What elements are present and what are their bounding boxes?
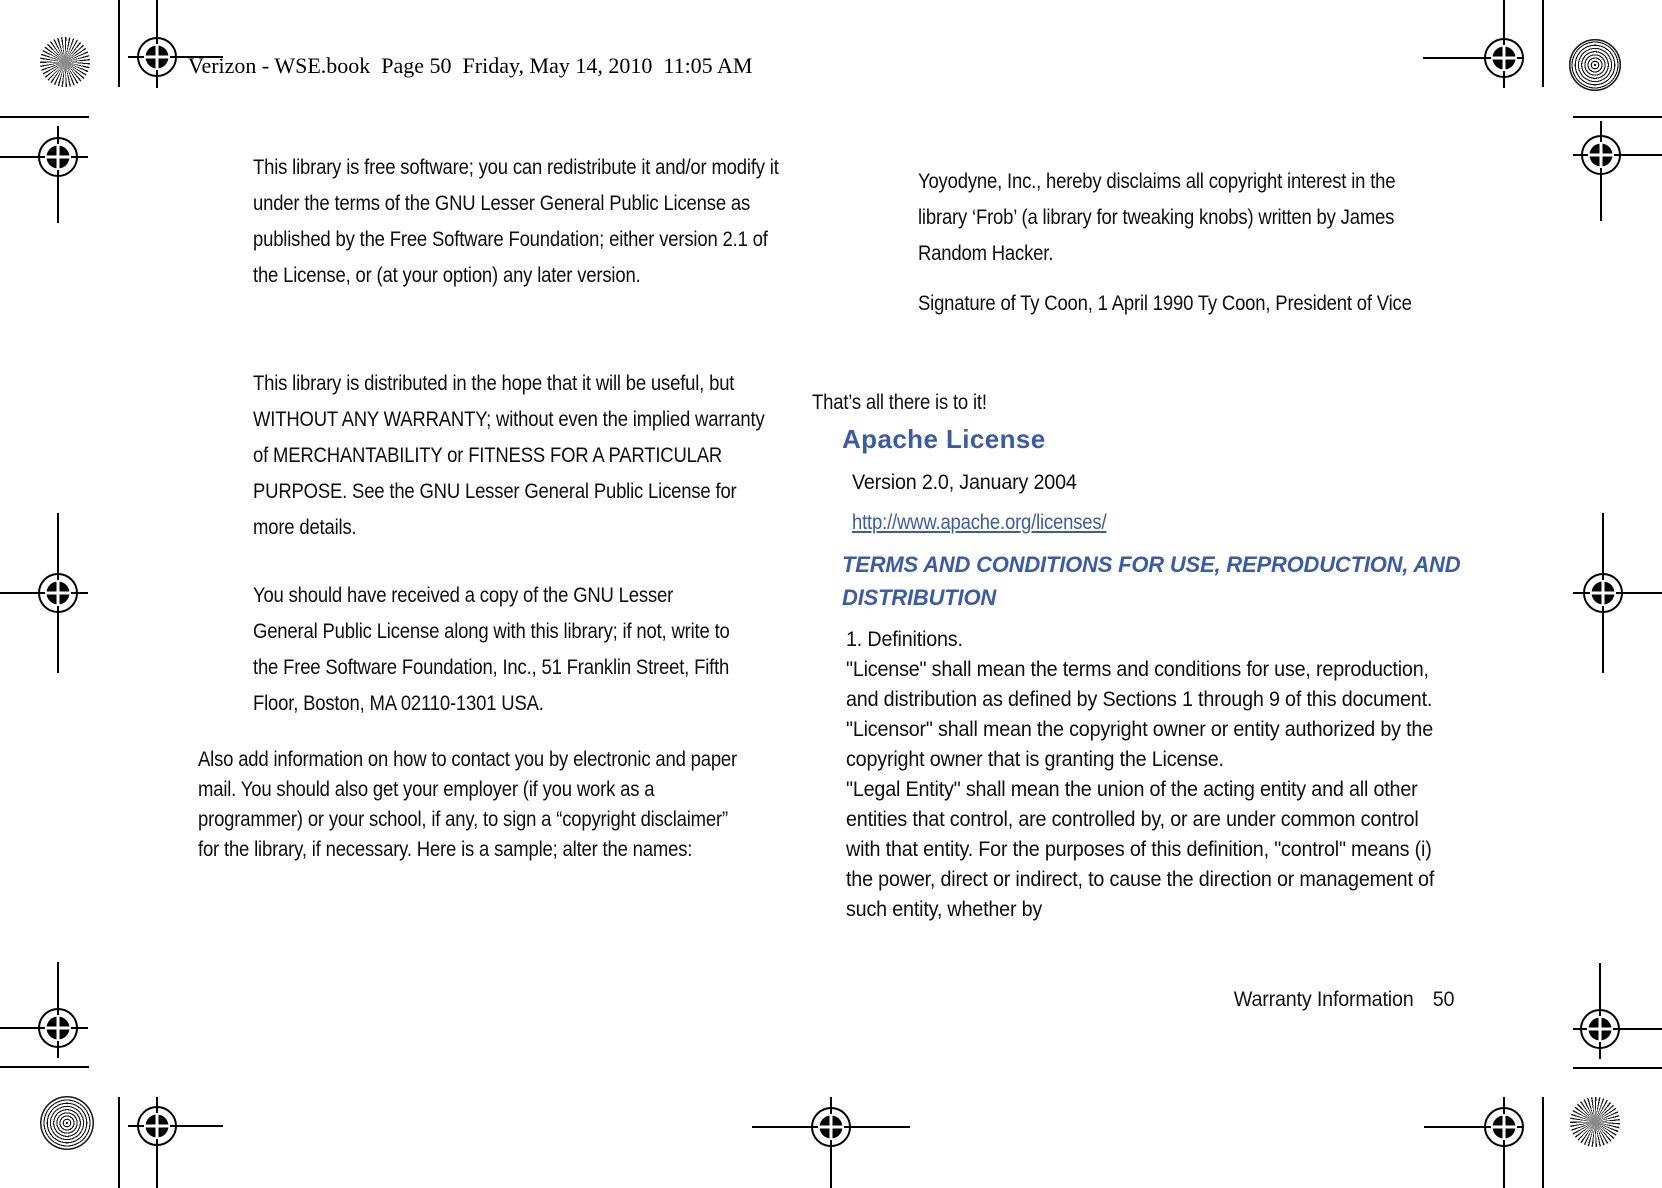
footer-section-label: Warranty Information	[1233, 988, 1414, 1011]
starburst-mark	[1570, 1097, 1620, 1147]
lgpl-copy-received-paragraph: You should have received a copy of the GNU Lesser General Public License along with this library; if not, write to the Free Software Foundation, Inc., 51 Franklin Street, Fifth Floor, Boston, MA 02110-1301 USA.	[253, 584, 730, 715]
lgpl-redistribute-paragraph: This library is free software; you can redistribute it and/or modify it under the terms of the GNU Lesser General Public License as published by the Free Software Foundation; either version 2.1 of the License, or (at your option) any later version.	[253, 156, 779, 287]
starburst-mark	[40, 37, 90, 87]
contact-info-paragraph: Also add information on how to contact you by electronic and paper mail. You should also get your employer (if you work as a programmer) or your school, if any, to sign a “copyright disclaimer” for the library, if necessary. Here is a sample; alter the names:	[198, 748, 738, 861]
concentric-rings-mark	[40, 1096, 94, 1150]
definition-licensor: "Licensor" shall mean the copyright owner or entity authorized by the copyright owner that is granting the License.	[846, 718, 1434, 771]
terms-and-conditions-heading: TERMS AND CONDITIONS FOR USE, REPRODUCTION, AND DISTRIBUTION	[842, 552, 1461, 610]
signature-paragraph: Signature of Ty Coon, 1 April 1990 Ty Coon, President of Vice	[918, 292, 1412, 315]
lgpl-no-warranty-paragraph: This library is distributed in the hope that it will be useful, but WITHOUT ANY WARRANTY; without even the implied warranty of MERCHANTABILITY or FITNESS FOR A PARTICULAR PURPOSE. See the GNU Lesser General Public License for more details.	[253, 372, 765, 539]
footer-page-number: 50	[1432, 988, 1455, 1011]
definition-legal-entity: "Legal Entity" shall mean the union of the acting entity and all other entities that control, are controlled by, or are under common control with that entity. For the purposes of this definition, "control" means (i) the power, direct or indirect, to cause the direction or management of such entity, whether by	[846, 778, 1435, 921]
link-text[interactable]: http://www.apache.org/licenses/	[852, 511, 1107, 534]
version-line: Version 2.0, January 2004	[852, 471, 1077, 494]
yoyodyne-disclaimer-paragraph: Yoyodyne, Inc., hereby disclaims all copyright interest in the library ‘Frob’ (a library for tweaking knobs) written by James Random Hacker.	[918, 170, 1396, 265]
page-header: Verizon - WSE.book Page 50 Friday, May 14, 2010 11:05 AM	[188, 53, 753, 78]
apache-license-url-link[interactable]	[852, 508, 1106, 538]
concentric-rings-mark	[1569, 39, 1621, 91]
definition-license: "License" shall mean the terms and conditions for use, reproduction, and distribution as defined by Sections 1 through 9 of this document.	[846, 658, 1433, 711]
definitions-section	[846, 625, 1448, 925]
apache-license-heading: Apache License	[842, 424, 1046, 454]
definitions-title: 1. Definitions.	[846, 628, 963, 651]
thats-all-line: That’s all there is to it!	[812, 391, 987, 414]
